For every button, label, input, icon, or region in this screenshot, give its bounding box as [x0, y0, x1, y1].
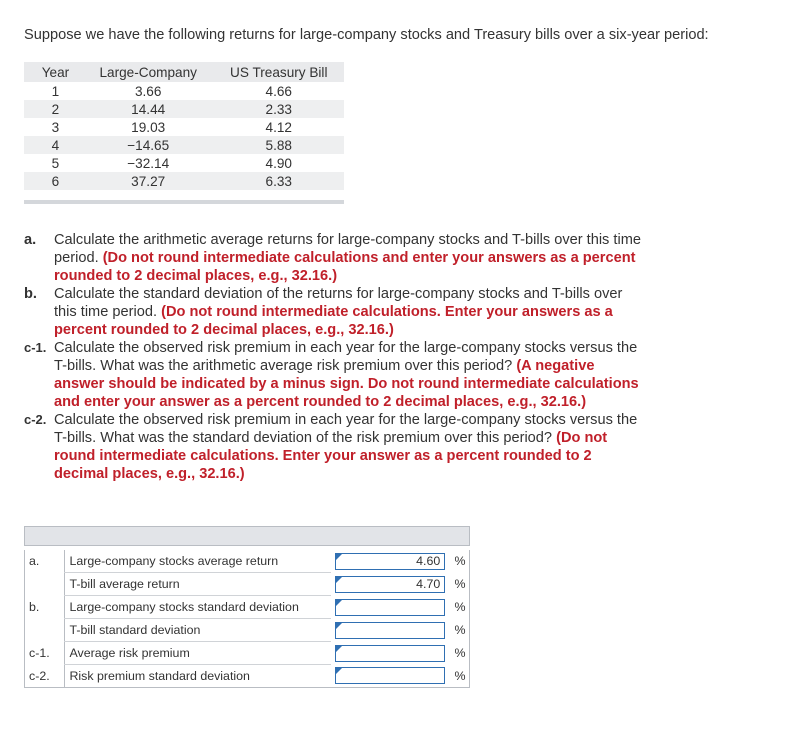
answer-input-cell — [331, 573, 451, 596]
large-company-average-return-input[interactable]: 4.60 — [335, 553, 445, 570]
col-header-year: Year — [24, 62, 83, 82]
question-hint: (Do not round intermediate calculations. Enter your answer as a percent rounded to 2 decimal places, e.g., 32.16.) — [54, 430, 608, 482]
answer-row — [25, 642, 470, 665]
tbill-std-dev-input[interactable] — [335, 622, 445, 639]
cell-treasury-bill: 6.33 — [214, 172, 344, 190]
returns-table-header — [24, 62, 344, 82]
answer-input-cell — [331, 665, 451, 688]
cell-large-company: 3.66 — [134, 83, 162, 99]
answer-table — [24, 550, 470, 688]
cell-year: 6 — [24, 172, 83, 190]
question-label: c-1. — [24, 340, 47, 355]
table-row — [24, 172, 344, 190]
table-row — [24, 118, 344, 136]
cell-treasury-bill: 4.12 — [265, 119, 292, 135]
question-text — [54, 411, 644, 483]
tbill-average-return-input[interactable]: 4.70 — [335, 576, 445, 593]
question-label: a. — [24, 232, 37, 248]
answer-row — [25, 550, 470, 573]
risk-premium-std-dev-input[interactable] — [335, 667, 445, 684]
answer-row — [25, 619, 470, 642]
returns-table-bottom-border — [24, 200, 344, 204]
question-b — [24, 285, 644, 339]
question-body: Calculate the observed risk premium in each year for the large-company stocks versus the T-bills. What was the standard deviation of the risk premium over this period? — [54, 412, 638, 446]
cell-treasury-bill: 2.33 — [214, 100, 344, 118]
cell-year: 2 — [24, 100, 83, 118]
percent-unit: % — [451, 550, 469, 573]
question-text — [54, 231, 644, 285]
problem-intro: Suppose we have the following returns for large-company stocks and Treasury bills over a six-year period: — [24, 27, 709, 43]
cell-year: 1 — [51, 83, 60, 99]
cell-treasury-bill: 4.66 — [265, 83, 292, 99]
question-a — [24, 231, 644, 285]
col-header-large-company: Large-Company — [83, 62, 214, 82]
answer-row — [25, 596, 470, 619]
answer-table-container — [24, 526, 470, 688]
question-label: b. — [24, 286, 37, 302]
question-c1 — [24, 339, 644, 411]
table-row — [24, 154, 344, 172]
returns-table — [24, 62, 344, 190]
answer-label: b. — [25, 596, 65, 619]
answer-description: Large-company stocks average return — [65, 550, 331, 573]
percent-unit: % — [451, 596, 469, 619]
cell-year: 4 — [24, 136, 83, 154]
cell-large-company: 19.03 — [131, 119, 166, 135]
question-body: Calculate the arithmetic average returns for large-company stocks and T-bills over this time period. — [54, 232, 641, 266]
percent-unit: % — [451, 642, 469, 665]
cell-year: 3 — [51, 119, 60, 135]
question-c2 — [24, 411, 644, 483]
col-header-treasury-bill: US Treasury Bill — [214, 62, 344, 82]
answer-input-cell — [331, 596, 451, 619]
cell-large-company: −14.65 — [83, 136, 214, 154]
cell-treasury-bill: 4.90 — [265, 155, 292, 171]
percent-unit: % — [451, 665, 469, 688]
answer-description: Risk premium standard deviation — [65, 665, 331, 688]
question-text — [54, 339, 644, 411]
answer-label: a. — [25, 550, 65, 573]
answer-row — [25, 573, 470, 596]
answer-table-header — [24, 526, 470, 546]
percent-unit: % — [451, 619, 469, 642]
question-hint: (Do not round intermediate calculations. Enter your answers as a percent rounded to 2 decimal places, e.g., 32.16.) — [54, 304, 613, 338]
question-list — [24, 231, 644, 483]
question-body: Calculate the observed risk premium in each year for the large-company stocks versus the T-bills. What was the arithmetic average risk premium over this period? — [54, 340, 638, 374]
question-hint: (A negative answer should be indicated by a minus sign. Do not round intermediate calculations and enter your answer as a percent rounded to 2 decimal places, e.g., 32.16.) — [54, 358, 639, 410]
question-text — [54, 285, 644, 339]
question-hint: (Do not round intermediate calculations and enter your answers as a percent rounded to 2 decimal places, e.g., 32.16.) — [54, 250, 636, 284]
average-risk-premium-input[interactable] — [335, 645, 445, 662]
answer-description: T-bill standard deviation — [65, 619, 331, 642]
answer-label — [25, 573, 65, 596]
cell-large-company: −32.14 — [127, 155, 170, 171]
answer-input-cell — [331, 550, 451, 573]
cell-year: 5 — [51, 155, 60, 171]
large-company-std-dev-input[interactable] — [335, 599, 445, 616]
question-body: Calculate the standard deviation of the returns for large-company stocks and T-bills over this time period. — [54, 286, 623, 320]
answer-input-cell — [331, 619, 451, 642]
cell-treasury-bill: 5.88 — [214, 136, 344, 154]
percent-unit: % — [451, 573, 469, 596]
question-label: c-2. — [24, 412, 47, 427]
answer-description: T-bill average return — [65, 573, 331, 596]
table-row — [24, 82, 344, 100]
cell-large-company: 14.44 — [83, 100, 214, 118]
table-row — [24, 100, 344, 118]
answer-row — [25, 665, 470, 688]
cell-large-company: 37.27 — [83, 172, 214, 190]
answer-description: Large-company stocks standard deviation — [65, 596, 331, 619]
answer-label: c-2. — [25, 665, 65, 688]
answer-input-cell — [331, 642, 451, 665]
answer-label — [25, 619, 65, 642]
answer-label: c-1. — [25, 642, 65, 665]
answer-description: Average risk premium — [65, 642, 331, 665]
table-row — [24, 136, 344, 154]
